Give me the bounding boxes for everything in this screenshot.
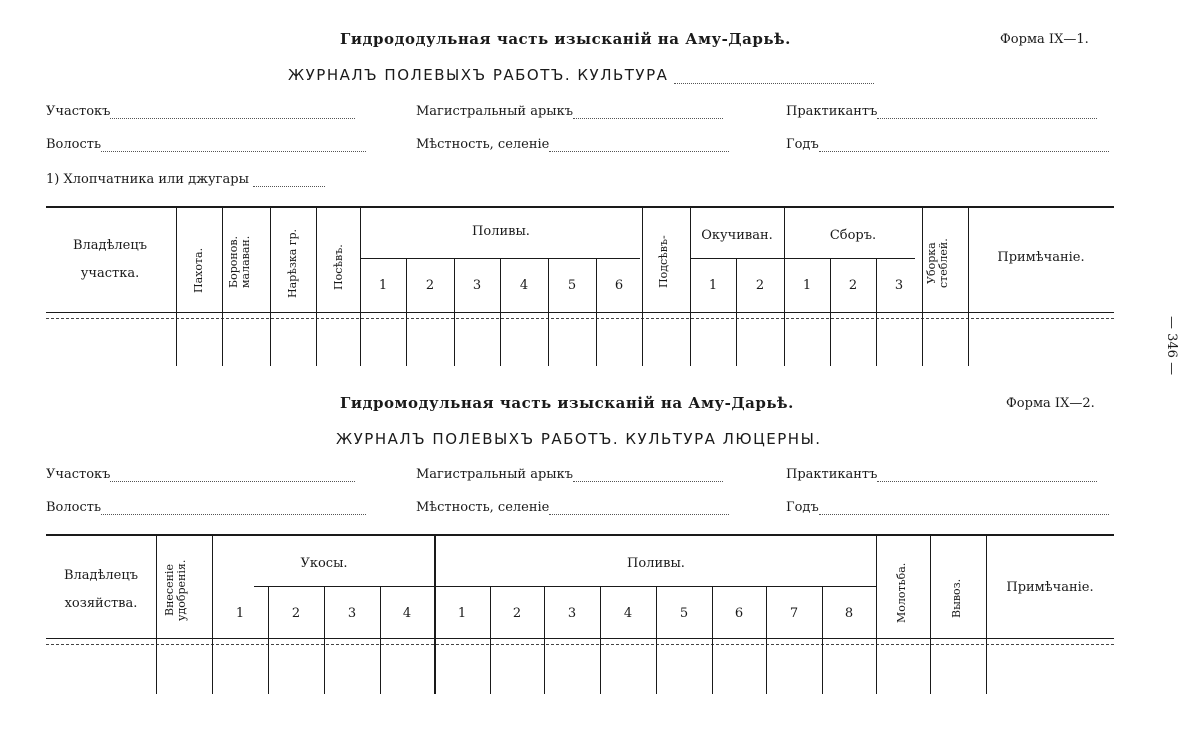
form1-okuchivan-num: 1 xyxy=(708,278,718,293)
page-number: — 346 — xyxy=(1164,316,1179,376)
form1-sbor-num: 1 xyxy=(802,278,812,293)
form2-col-owner: Владѣлецъ хозяйства. xyxy=(64,568,138,611)
form2-col-ukosy: Укосы. xyxy=(300,556,348,571)
form1-col-sbor: Сборъ. xyxy=(829,228,877,243)
form1-polivy-num: 6 xyxy=(614,278,624,293)
form1-subtitle: ЖУРНАЛЪ ПОЛЕВЫХЪ РАБОТЪ. КУЛЬТУРА xyxy=(288,66,874,84)
form1-col-owner: Владѣлецъ участка. xyxy=(73,238,147,281)
form2-ukosy-num: 1 xyxy=(235,606,245,621)
form2-field-magistral: Магистральный арыкъ xyxy=(416,467,723,482)
form1-sbor-num: 2 xyxy=(848,278,858,293)
form1-col-boronov: Боронов. малаван. xyxy=(227,235,252,289)
form2-field-mestnost: Мѣстность, селеніе xyxy=(416,500,729,515)
form2-col-vnesenie: Внесеніе удобренія. xyxy=(163,559,188,621)
form2-ukosy-num: 4 xyxy=(402,606,412,621)
form2-subtitle: ЖУРНАЛЪ ПОЛЕВЫХЪ РАБОТЪ. КУЛЬТУРА ЛЮЦЕРНЫ. xyxy=(336,430,822,448)
form2-col-vyvoz: Вывоз. xyxy=(950,578,963,618)
form2-col-primechanie: Примѣчаніе. xyxy=(1006,580,1094,595)
form1-number: Форма IX—1. xyxy=(1000,32,1089,47)
form2-col-molotba: Молотьба. xyxy=(895,562,908,624)
form1-field-magistral: Магистральный арыкъ xyxy=(416,104,723,119)
form1-col-okuchivan: Окучиван. xyxy=(701,228,773,243)
form1-field-volost: Волость xyxy=(46,137,366,152)
form2-ukosy-num: 2 xyxy=(291,606,301,621)
form2-field-volost: Волость xyxy=(46,500,366,515)
form1-col-podsev: Подсѣвъ- xyxy=(657,235,670,289)
form2-polivy-num: 2 xyxy=(512,606,522,621)
form2-polivy-num: 3 xyxy=(567,606,577,621)
form2-polivy-num: 1 xyxy=(457,606,467,621)
form2-field-praktikant: Практикантъ xyxy=(786,467,1097,482)
form2-polivy-num: 8 xyxy=(844,606,854,621)
form2-polivy-num: 4 xyxy=(623,606,633,621)
form1-field-khlopchatnik: 1) Хлопчатника или джугары xyxy=(46,172,325,187)
form1-col-posev: Посѣвъ. xyxy=(332,244,345,290)
form2-ukosy-num: 3 xyxy=(347,606,357,621)
form1-col-pakhota: Пахота. xyxy=(192,247,205,293)
form1-sbor-num: 3 xyxy=(894,278,904,293)
form1-field-god: Годъ xyxy=(786,137,1109,152)
form1-col-polivy: Поливы. xyxy=(472,224,530,239)
form1-okuchivan-num: 2 xyxy=(755,278,765,293)
form1-col-narezka: Нарѣзка гр. xyxy=(286,228,299,298)
form2-field-god: Годъ xyxy=(786,500,1109,515)
form1-field-praktikant: Практикантъ xyxy=(786,104,1097,119)
form2-title: Гидромодульная часть изысканій на Аму-Дарьѣ. xyxy=(340,394,794,412)
form2-col-polivy: Поливы. xyxy=(627,556,685,571)
form2-polivy-num: 6 xyxy=(734,606,744,621)
form1-field-mestnost: Мѣстность, селеніе xyxy=(416,137,729,152)
form1-polivy-num: 3 xyxy=(472,278,482,293)
form2-field-uchastok: Участокъ xyxy=(46,467,355,482)
form1-col-primechanie: Примѣчаніе. xyxy=(997,250,1085,265)
form1-field-uchastok: Участокъ xyxy=(46,104,355,119)
form1-polivy-num: 4 xyxy=(519,278,529,293)
form1-title: Гидрододульная часть изысканій на Аму-Дарьѣ. xyxy=(340,30,791,48)
form1-polivy-num: 5 xyxy=(567,278,577,293)
form2-number: Форма IX—2. xyxy=(1006,396,1095,411)
form1-polivy-num: 2 xyxy=(425,278,435,293)
form1-col-uborka: Уборка стеблей. xyxy=(925,238,950,288)
form2-polivy-num: 5 xyxy=(679,606,689,621)
form1-polivy-num: 1 xyxy=(378,278,388,293)
form2-polivy-num: 7 xyxy=(789,606,799,621)
